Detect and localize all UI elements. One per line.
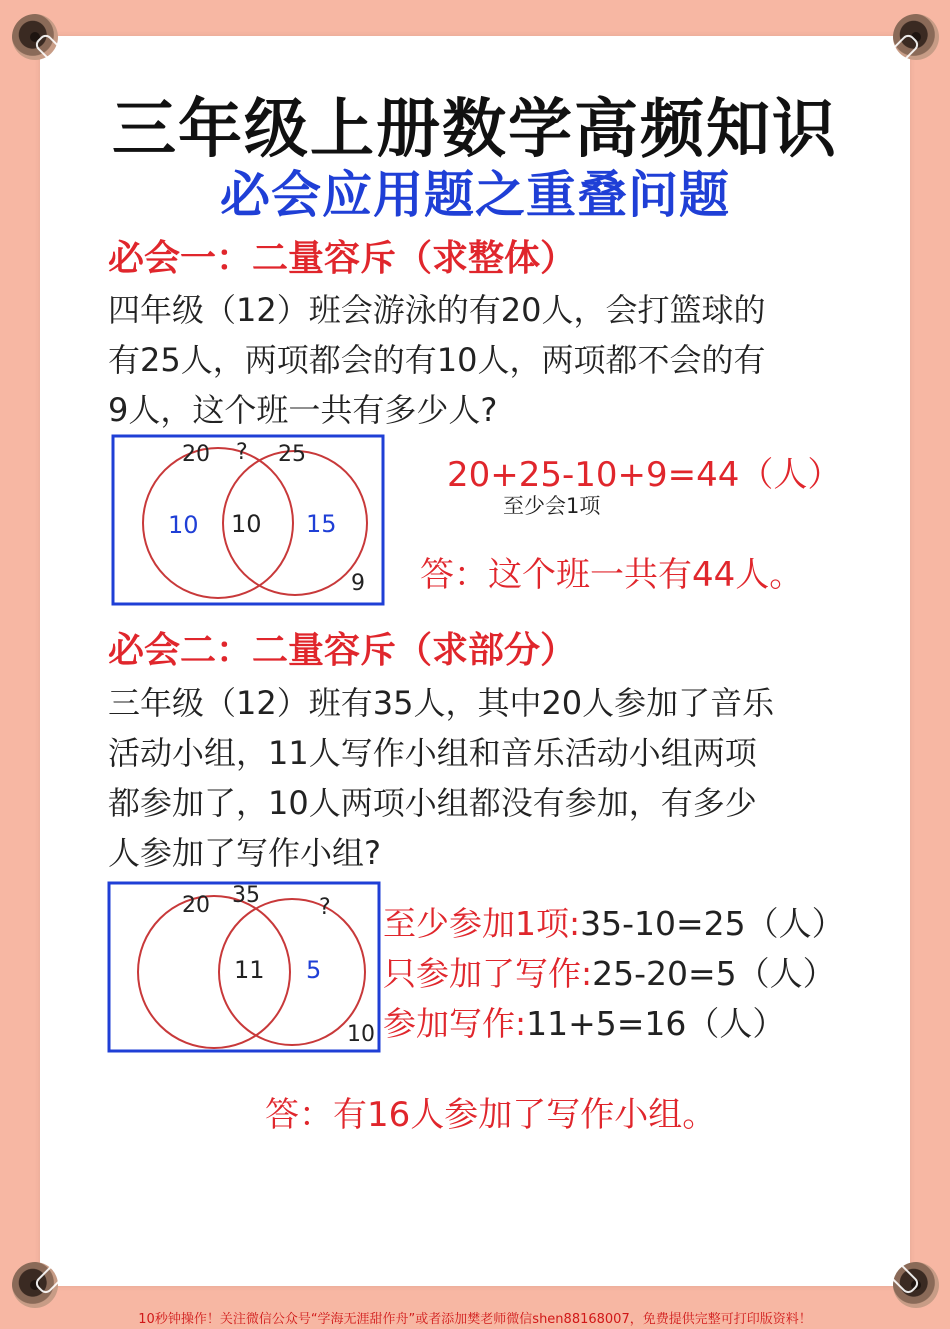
section1-venn-diagram [110,433,390,609]
section1-problem [108,285,848,435]
venn2-label-left-top: 20 [182,893,210,918]
section1-problem-line: 9人，这个班一共有多少人? [108,391,498,429]
venn1-both: 10 [231,510,262,538]
venn1-label-left-top: 20 [182,442,210,467]
section2-step-label: 至少参加1项: [383,904,581,943]
venn2-outside: 10 [347,1022,375,1047]
section1-equation-note: 至少会1项 [503,494,601,518]
section2-heading: 必会二：二量容斥（求部分） [108,630,577,671]
section2-step-value: 11+5=16（人） [526,1004,786,1043]
section2-step-row [383,998,785,1045]
venn1-right-only: 15 [306,510,337,538]
venn2-label-total-top: 35 [232,883,260,908]
section2-answer: 答：有16人参加了写作小组。 [265,1095,717,1135]
section1-answer: 答：这个班一共有44人。 [420,555,804,595]
section2-step-value: 35-10=25（人） [580,904,845,943]
section1-problem-line: 四年级（12）班会游泳的有20人，会打篮球的 [108,291,766,329]
footer-note: 10秒钟操作！关注微信公众号“学海无涯甜作舟”或者添加樊老师微信shen88168007，免费提供完整可打印版资料！ [138,1312,812,1327]
venn1-label-right-top: 25 [278,442,306,467]
section2-problem-line: 人参加了写作小组? [108,834,381,872]
page-title: 三年级上册数学高频知识 [112,93,838,167]
section2-step-value: 25-20=5（人） [592,954,836,993]
section2-problem-line: 三年级（12）班有35人，其中20人参加了音乐 [108,684,775,722]
section1-equation: 20+25-10+9=44（人） [447,455,842,495]
page-subtitle: 必会应用题之重叠问题 [220,166,730,224]
venn2-left-circle [138,896,290,1048]
venn2-both: 11 [234,956,265,984]
section1-heading: 必会一：二量容斥（求整体） [108,238,577,279]
venn2-right-only: 5 [306,956,322,984]
venn2-label-right-top: ? [319,895,331,920]
section2-step-label: 参加写作: [383,1004,527,1043]
venn1-label-middle-top: ? [236,440,248,465]
section2-step-row [383,898,845,945]
section2-problem-line: 活动小组，11人写作小组和音乐活动小组两项 [108,734,757,772]
venn1-left-only: 10 [168,511,199,539]
section2-step-label: 只参加了写作: [383,954,593,993]
section2-problem-line: 都参加了，10人两项小组都没有参加，有多少 [108,784,757,822]
venn1-left-circle [143,448,293,598]
section2-venn-diagram [106,880,386,1056]
venn1-outside: 9 [351,571,365,596]
section2-problem [108,678,848,878]
section1-problem-line: 有25人，两项都会的有10人，两项都不会的有 [108,341,766,379]
section2-step-row [383,948,836,995]
